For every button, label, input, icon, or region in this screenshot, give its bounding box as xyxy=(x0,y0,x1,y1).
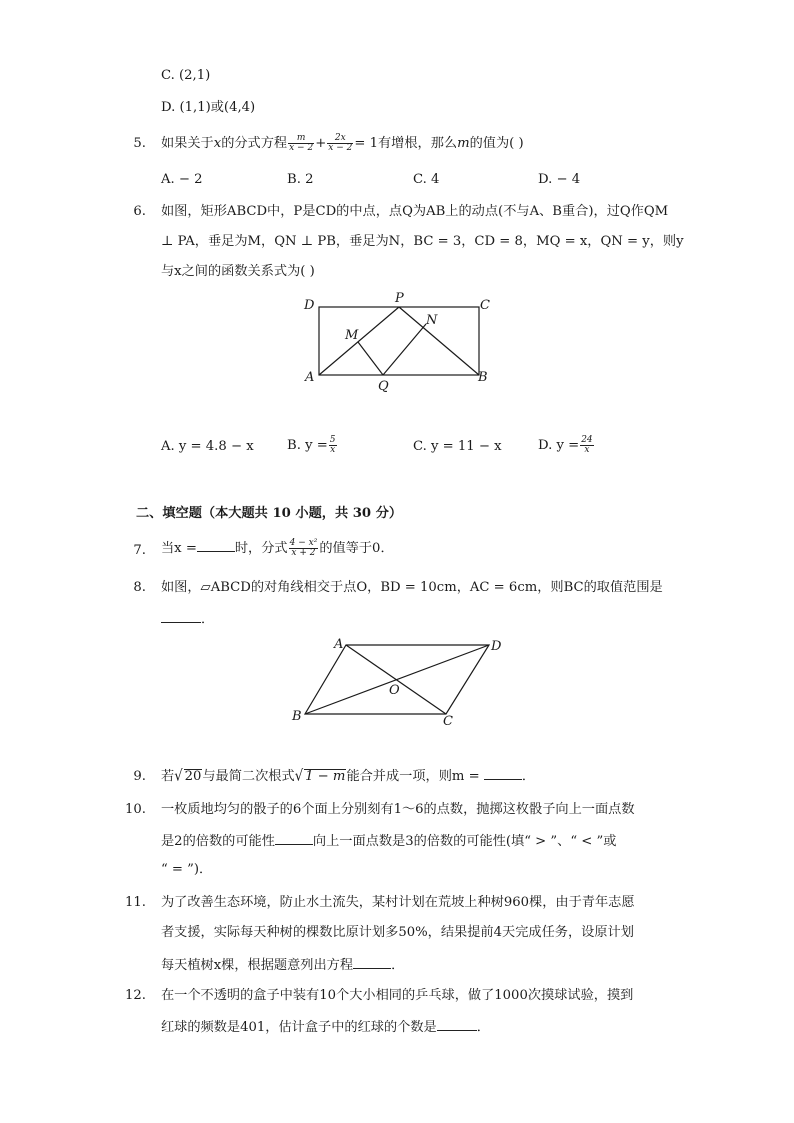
q11-line-3-end: ． xyxy=(391,958,405,973)
q6-option-b-numerator: 5 xyxy=(329,435,336,445)
q7-denominator: x + 2 xyxy=(291,548,316,558)
q12-line-1: 在一个不透明的盒子中装有10个大小相同的乒乓球，做了1000次摸球试验，摸到 xyxy=(161,988,634,1003)
q6-option-a: A. y = 4.8 − x xyxy=(161,439,254,454)
q5-frac2-denominator: x − 2 xyxy=(328,143,353,153)
q10-line-2-post: 向上一面点数是3的倍数的可能性(填“ > ”、“ < ”或 xyxy=(312,834,617,849)
q6-option-d xyxy=(538,433,595,459)
q5-var-x: x xyxy=(213,136,222,151)
q11-line-3-pre: 每天植树x棵，根据题意列出方程 xyxy=(161,958,354,973)
q5-text-mid: 的分式方程 xyxy=(221,136,288,151)
q8-label-o: O xyxy=(389,683,400,698)
q11-number: 11. xyxy=(125,895,146,910)
q6-rect-abcd xyxy=(319,307,479,375)
q8-label-c: C xyxy=(443,714,453,729)
q5-text-pre: 如果关于 xyxy=(161,136,214,151)
q5-frac1-denominator: x − 2 xyxy=(289,143,314,153)
q7-numerator: 4 − x² xyxy=(289,538,318,548)
q12-number: 12. xyxy=(125,988,146,1003)
q10-line-2 xyxy=(161,831,616,851)
q6-option-c: C. y = 11 − x xyxy=(413,439,502,454)
q9-stem xyxy=(161,766,535,786)
q10-line-3: “ = ”)． xyxy=(161,862,213,877)
q6-option-b-pre: B. y = xyxy=(287,438,328,453)
q10-line-1: 一枚质地均匀的骰子的6个面上分别刻有1～6的点数，抛掷这枚骰子向上一面点数 xyxy=(161,802,635,817)
q7-stem xyxy=(161,536,394,562)
q9-number: 9. xyxy=(133,769,146,784)
q8-answer-blank[interactable] xyxy=(161,609,201,623)
q9-text-pre: 若 xyxy=(161,769,175,784)
q6-segment-qn xyxy=(383,324,426,375)
q6-label-n: N xyxy=(426,313,438,328)
q12-line-2 xyxy=(161,1017,490,1037)
q9-radicand-1: 20 xyxy=(184,769,202,784)
q12-answer-blank[interactable] xyxy=(437,1017,477,1031)
q10-answer-blank[interactable] xyxy=(275,831,313,845)
q9-radicand-2: 1 − m xyxy=(305,769,346,784)
section-heading-fill-in: 二、填空题（本大题共 10 小题，共 30 分） xyxy=(136,506,403,521)
q8-label-b: B xyxy=(292,709,302,724)
q5-text-post: = 1有增根，那么 xyxy=(354,136,458,151)
q5-option-c: C. 4 xyxy=(413,172,440,187)
q4-option-c: C. (2,1) xyxy=(161,68,211,83)
q8-line-2 xyxy=(161,609,214,629)
q5-option-a: A. − 2 xyxy=(161,172,203,187)
q11-line-3 xyxy=(161,955,404,975)
q6-label-q: Q xyxy=(378,379,389,394)
q6-option-b xyxy=(287,433,338,459)
q6-line-2: ⊥ PA，垂足为M，QN ⊥ PB，垂足为N，BC = 3，CD = 8，MQ = x，QN = y，则y xyxy=(161,234,684,249)
q11-line-1: 为了改善生态环境，防止水土流失，某村计划在荒坡上种树960棵，由于青年志愿 xyxy=(161,895,635,910)
q6-label-p: P xyxy=(395,291,404,306)
q5-number: 5. xyxy=(133,136,146,151)
q6-option-d-fraction xyxy=(580,436,593,455)
q6-option-d-pre: D. y = xyxy=(538,438,580,453)
q9-radical-2-sign: √ xyxy=(294,767,304,786)
q7-text-pre: 当x = xyxy=(161,541,197,556)
q7-answer-blank[interactable] xyxy=(197,538,235,552)
q6-segment-pa xyxy=(319,307,399,375)
q6-label-d: D xyxy=(304,298,315,313)
q12-line-2-pre: 红球的频数是401，估计盒子中的红球的个数是 xyxy=(161,1020,437,1035)
q8-label-a: A xyxy=(334,637,344,652)
q9-answer-blank[interactable] xyxy=(484,766,522,780)
q10-number: 10. xyxy=(125,802,146,817)
q9-radical-1-sign: √ xyxy=(174,767,183,786)
q7-text-post: 的值等于0． xyxy=(319,541,394,556)
q6-label-b: B xyxy=(478,370,488,385)
q6-option-d-denominator: x xyxy=(584,445,590,455)
q12-line-2-end: ． xyxy=(476,1020,490,1035)
q9-text-end: ． xyxy=(521,769,536,784)
q9-text-mid: 与最简二次根式 xyxy=(202,769,295,784)
q11-answer-blank[interactable] xyxy=(353,955,391,969)
q6-label-m: M xyxy=(345,328,359,343)
q8-line-2-end: ． xyxy=(201,612,215,627)
q10-line-2-pre: 是2的倍数的可能性 xyxy=(161,834,275,849)
q6-segment-qm xyxy=(358,342,383,375)
q4-option-d: D. (1,1)或(4,4) xyxy=(161,100,256,115)
q8-label-d: D xyxy=(491,639,502,654)
q7-text-mid: 时，分式 xyxy=(234,541,288,556)
q8-line-1: 如图，▱ABCD的对角线相交于点O，BD = 10cm，AC = 6cm，则BC的取值范围是 xyxy=(161,580,663,595)
q5-text-end: 的值为( ) xyxy=(469,136,524,151)
q5-plus: + xyxy=(315,136,327,151)
q11-line-2: 者支援，实际每天种树的棵数比原计划多50%，结果提前4天完成任务，设原计划 xyxy=(161,925,634,940)
q9-text-post: 能合并成一项，则m = xyxy=(346,769,480,784)
q5-option-b: B. 2 xyxy=(287,172,314,187)
q5-option-d: D. − 4 xyxy=(538,172,581,187)
q6-option-b-denominator: x xyxy=(330,445,336,455)
q7-fraction xyxy=(289,539,319,558)
q6-line-1: 如图，矩形ABCD中，P是CD的中点，点Q为AB上的动点(不与A、B重合)，过Q作QM xyxy=(161,204,669,219)
q7-number: 7. xyxy=(133,543,146,558)
q8-number: 8. xyxy=(133,580,146,595)
q5-frac2-numerator: 2x xyxy=(327,134,353,144)
q6-label-c: C xyxy=(480,298,490,313)
q6-number: 6. xyxy=(133,204,146,219)
q6-option-b-fraction xyxy=(329,436,337,455)
q6-option-d-numerator: 24 xyxy=(581,435,593,445)
q6-label-a: A xyxy=(305,370,315,385)
q5-frac1-numerator: m xyxy=(288,134,314,144)
q6-line-3: 与x之间的函数关系式为( ) xyxy=(161,264,315,279)
q5-var-m: m xyxy=(457,136,470,151)
